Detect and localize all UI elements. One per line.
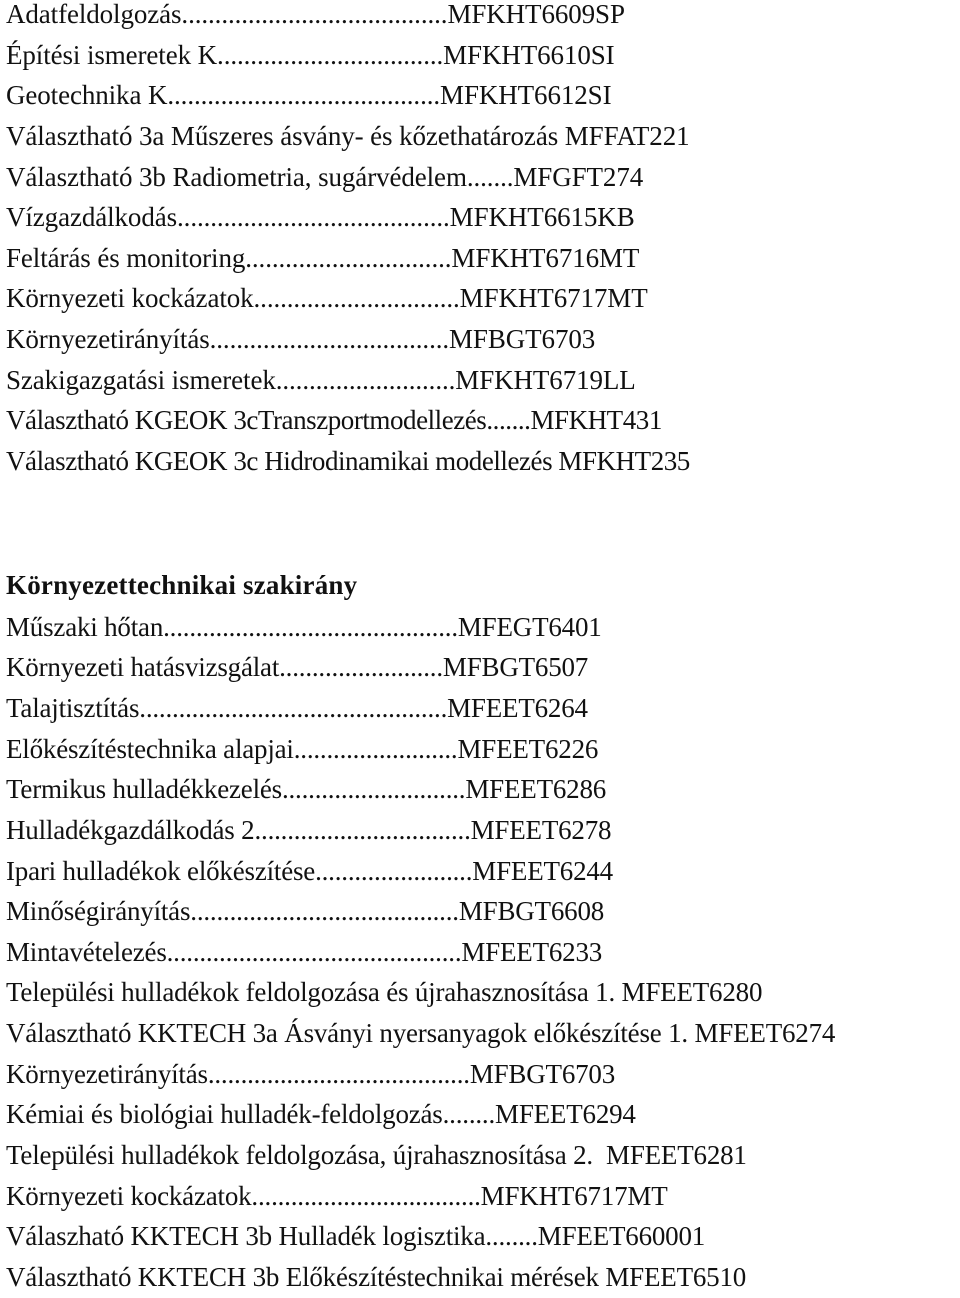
course-line: Környezeti kockázatok...................................MFKHT6717MT — [6, 1180, 668, 1211]
course-line: Választható KGEOK 3c Hidrodinamikai modellezés MFKHT235 — [6, 446, 690, 477]
course-line: Adatfeldolgozás........................................MFKHT6609SP — [6, 0, 625, 29]
course-line: Választható 3a Műszeres ásvány- és kőzethatározás MFFAT221 — [6, 120, 690, 151]
course-line: Választható KGEOK 3cTranszportmodellezés.......MFKHT431 — [6, 405, 662, 436]
course-line: Környezeti hatásvizsgálat.........................MFBGT6507 — [6, 652, 589, 683]
course-line: Előkészítéstechnika alapjai.........................MFEET6226 — [6, 733, 599, 764]
course-list-section-2 — [6, 563, 960, 1298]
course-line: Választható 3b Radiometria, sugárvédelem.......MFGFT274 — [6, 161, 644, 192]
course-line: Környezeti kockázatok...............................MFKHT6717MT — [6, 283, 648, 314]
course-line: Hulladékgazdálkodás 2.................................MFEET6278 — [6, 814, 612, 845]
course-line: Települési hulladékok feldolgozása és újrahasznosítása 1. MFEET6280 — [6, 977, 763, 1008]
document — [6, 0, 960, 1298]
course-line: Települési hulladékok feldolgozása, újrahasznosítása 2. MFEET6281 — [6, 1140, 747, 1171]
course-line: Kémiai és biológiai hulladék-feldolgozás........MFEET6294 — [6, 1099, 636, 1130]
course-line: Termikus hulladékkezelés............................MFEET6286 — [6, 774, 607, 805]
course-line: Környezetirányítás........................................MFBGT6703 — [6, 1058, 616, 1089]
course-line: Geotechnika K.........................................MFKHT6612SI — [6, 80, 612, 111]
course-line: Feltárás és monitoring...............................MFKHT6716MT — [6, 242, 640, 273]
course-line: Választható KKTECH 3a Ásványi nyersanyagok előkészítése 1. MFEET6274 — [6, 1018, 836, 1049]
course-list-section-1 — [6, 0, 960, 482]
course-line: Minőségirányítás.........................................MFBGT6608 — [6, 896, 605, 927]
course-line: Környezetirányítás....................................MFBGT6703 — [6, 324, 596, 355]
course-line: Válaszható KKTECH 3b Hulladék logisztika........MFEET660001 — [6, 1221, 706, 1252]
course-line: Vízgazdálkodás.........................................MFKHT6615KB — [6, 202, 635, 233]
course-line: Műszaki hőtan.............................................MFEGT6401 — [6, 611, 602, 642]
course-line: Választható KKTECH 3b Előkészítéstechnikai mérések MFEET6510 — [6, 1261, 747, 1292]
course-line: Mintavételezés.............................................MFEET6233 — [6, 936, 603, 967]
course-line: Talajtisztítás...............................................MFEET6264 — [6, 692, 588, 723]
section-heading: Környezettechnikai szakirány — [6, 569, 358, 600]
section-gap — [6, 482, 960, 563]
course-line: Szakigazgatási ismeretek...........................MFKHT6719LL — [6, 364, 636, 395]
course-line: Ipari hulladékok előkészítése........................MFEET6244 — [6, 855, 613, 886]
course-line: Építési ismeretek K..................................MFKHT6610SI — [6, 39, 615, 70]
